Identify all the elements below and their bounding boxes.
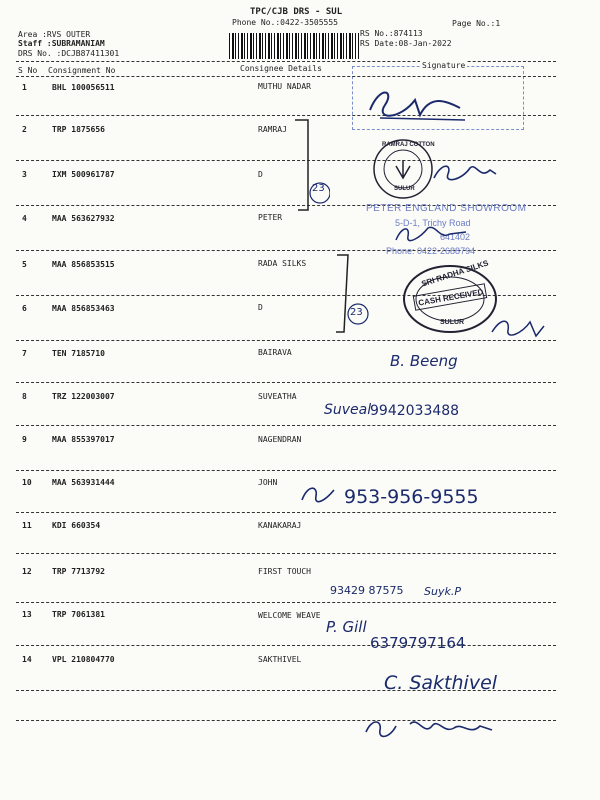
row-consignee: FIRST TOUCH bbox=[258, 567, 311, 576]
row-sno: 7 bbox=[22, 349, 27, 358]
row-consignment: MAA 563931444 bbox=[52, 478, 115, 487]
row-divider bbox=[16, 425, 556, 426]
col-signature: Signature bbox=[422, 61, 466, 70]
row-sno: 14 bbox=[22, 655, 32, 664]
row-sno: 13 bbox=[22, 610, 32, 619]
divider bbox=[16, 76, 556, 77]
row-sno: 1 bbox=[22, 83, 27, 92]
row-sno: 4 bbox=[22, 214, 27, 223]
row-consignment: KDI 660354 bbox=[52, 521, 101, 530]
document-title: TPC/CJB DRS - SUL bbox=[250, 7, 343, 17]
row-consignment: IXM 500961787 bbox=[52, 170, 115, 179]
row3-count: 23 bbox=[312, 183, 325, 194]
row-sno: 5 bbox=[22, 260, 27, 269]
john-phone: 953-956-9555 bbox=[344, 486, 479, 508]
page-number: Page No.:1 bbox=[452, 19, 501, 28]
row-consignment: MAA 563627932 bbox=[52, 214, 115, 223]
row-consignee: D bbox=[258, 170, 263, 179]
divider bbox=[16, 61, 556, 62]
row6-count: 23 bbox=[350, 307, 363, 318]
row-sno: 11 bbox=[22, 521, 32, 530]
ramraj-stamp-text: RAMRAJ COTTON bbox=[382, 142, 435, 148]
row-consignee: BAIRAVA bbox=[258, 348, 292, 357]
row-divider bbox=[16, 470, 556, 471]
welcome-signature: P. Gill bbox=[326, 618, 367, 636]
row-consignee: WELCOME WEAVE bbox=[258, 611, 321, 620]
row-consignment: TEN 7185710 bbox=[52, 349, 105, 358]
row-divider bbox=[16, 512, 556, 513]
welcome-phone: 6379797164 bbox=[370, 634, 466, 652]
row-consignment: TRP 1875656 bbox=[52, 125, 105, 134]
peter-stamp-line3: 641402 bbox=[440, 232, 471, 242]
signature-row1-icon bbox=[360, 80, 470, 125]
rs-date: RS Date:08-Jan-2022 bbox=[360, 39, 452, 48]
col-consignee: Consignee Details bbox=[240, 64, 322, 73]
row-divider bbox=[16, 382, 556, 383]
row-consignee: JOHN bbox=[258, 478, 278, 487]
row-consignment: TRP 7713792 bbox=[52, 567, 105, 576]
barcode bbox=[229, 33, 359, 59]
peter-stamp-line1: PETER ENGLAND SHOWROOM bbox=[366, 203, 527, 214]
row-sno: 2 bbox=[22, 125, 27, 134]
row-consignment: VPL 210804770 bbox=[52, 655, 115, 664]
row-sno: 12 bbox=[22, 567, 32, 576]
tamil-signature-icon bbox=[362, 712, 502, 746]
drs-number: DRS No. :DCJB87411301 bbox=[18, 49, 120, 58]
first-touch-signature: Suyk.P bbox=[424, 585, 461, 598]
suveatha-signature: Suveal bbox=[324, 402, 372, 418]
col-consignment: Consignment No bbox=[48, 66, 116, 75]
signature-row2-icon bbox=[430, 160, 500, 185]
suveatha-phone: 9942033488 bbox=[370, 403, 460, 419]
row-sno: 10 bbox=[22, 478, 32, 487]
row-sno: 9 bbox=[22, 435, 27, 444]
row-consignment: MAA 856853463 bbox=[52, 304, 115, 313]
row-divider bbox=[16, 645, 556, 646]
signature-row6-icon bbox=[488, 312, 548, 342]
row-divider bbox=[16, 602, 556, 603]
bairava-signature: B. Beeng bbox=[390, 352, 458, 370]
peter-stamp-line2: 5-D-1, Trichy Road bbox=[395, 218, 471, 228]
radha-stamp-name: SRI RADHA SILKS bbox=[420, 258, 490, 289]
signature-row10-icon bbox=[298, 482, 338, 510]
row-divider bbox=[16, 553, 556, 554]
row-divider bbox=[16, 115, 556, 116]
radha-stamp-city: SULUR bbox=[440, 319, 465, 326]
ramraj-stamp-city: SULUR bbox=[394, 186, 415, 192]
bracket-rows-2-3-icon bbox=[290, 115, 330, 215]
row-consignment: BHL 100056511 bbox=[52, 83, 115, 92]
row-consignee: KANAKARAJ bbox=[258, 521, 302, 530]
peter-stamp-line4: Phone: 0422-2688794 bbox=[386, 246, 476, 256]
row-consignee: NAGENDRAN bbox=[258, 435, 302, 444]
row-consignee: MUTHU NADAR bbox=[258, 82, 311, 91]
col-sno: S No bbox=[18, 66, 38, 75]
first-touch-phone: 93429 87575 bbox=[330, 584, 404, 597]
row-consignment: TRP 7061381 bbox=[52, 610, 105, 619]
bracket-rows-5-6-icon bbox=[332, 252, 372, 337]
signature-row4-icon bbox=[392, 222, 472, 246]
row-divider bbox=[16, 340, 556, 341]
row-consignee: SAKTHIVEL bbox=[258, 655, 302, 664]
row-sno: 6 bbox=[22, 304, 27, 313]
row-sno: 8 bbox=[22, 392, 27, 401]
row-consignment: MAA 855397017 bbox=[52, 435, 115, 444]
row-consignee: RAMRAJ bbox=[258, 125, 287, 134]
row-consignee: D bbox=[258, 303, 263, 312]
staff-label: Staff :SUBRAMANIAM bbox=[18, 39, 105, 48]
area-label: Area :RVS OUTER bbox=[18, 30, 91, 39]
sakthivel-signature: C. Sakthivel bbox=[384, 672, 498, 694]
row-consignment: TRZ 122003007 bbox=[52, 392, 115, 401]
row-sno: 3 bbox=[22, 170, 27, 179]
row-consignment: MAA 856853515 bbox=[52, 260, 115, 269]
row-consignee: PETER bbox=[258, 213, 283, 222]
phone-number: Phone No.:0422-3505555 bbox=[232, 18, 338, 27]
radha-stamp-received: CASH RECEIVED bbox=[417, 287, 485, 308]
row-consignee: SUVEATHA bbox=[258, 392, 297, 401]
row-consignee: RADA SILKS bbox=[258, 259, 307, 268]
rs-number: RS No.:874113 bbox=[360, 29, 423, 38]
